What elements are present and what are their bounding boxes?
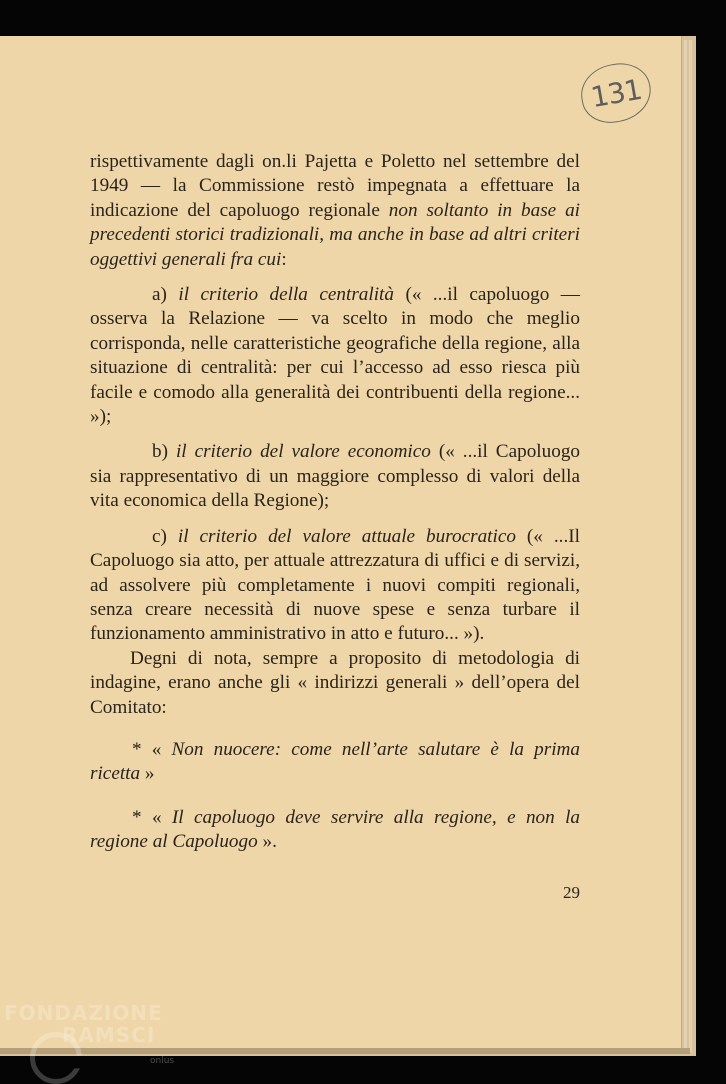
paragraph-3 <box>90 440 580 513</box>
watermark-line-2: RAMSCI <box>62 1023 156 1047</box>
watermark-suffix: onlus <box>150 1056 175 1066</box>
paragraph-4 <box>90 525 580 647</box>
page-edge <box>689 40 692 1052</box>
paragraph-2 <box>90 283 580 429</box>
paragraph-5 <box>90 647 580 720</box>
text-run: : <box>281 248 287 270</box>
text-run: * « <box>132 738 172 760</box>
text-run: rispettivamente dagli on.li Pajetta e Poletto nel settembre del 1949 — la Commissione restò impegnata a effettuare la indicazione del capoluogo regionale <box>90 151 580 221</box>
page-bottom-edge <box>0 1048 690 1054</box>
text-run: Non nuocere: come nell’arte salutare è la prima ricetta <box>90 738 580 785</box>
paragraph-7 <box>90 806 580 855</box>
watermark <box>4 1001 175 1066</box>
text-run: b) <box>152 441 176 463</box>
text-run: ». <box>257 831 277 853</box>
text-run: il criterio del valore attuale burocratico <box>177 525 516 547</box>
text-run: » <box>140 763 155 785</box>
text-run: (« ...Il Capoluogo sia atto, per attuale attrezzatura di uffici e di servizi, ad assolvere più completamente i nuovi compiti regionali, senza creare necessità di nuove spese e senza turbare il funzionamento amministrativo in atto e futuro... »). <box>90 525 580 645</box>
text-run: a) <box>152 284 179 306</box>
paragraph-1 <box>90 150 580 272</box>
text-run: il criterio del valore economico <box>175 441 431 463</box>
page-number: 29 <box>563 883 580 902</box>
page-edge <box>684 40 687 1052</box>
text-run: c) <box>152 525 178 547</box>
text-run: Il capoluogo deve servire alla regione, e non la regione al Capoluogo <box>90 806 581 853</box>
handwritten-page-mark: 131 <box>576 58 655 127</box>
text-run: * « <box>132 806 172 828</box>
text-run: il criterio della centralità <box>178 284 394 306</box>
paragraph-6 <box>90 738 580 787</box>
text-run: (« ...il capoluogo — osserva la Relazione — va scelto in modo che meglio corrisponda, nelle caratteristiche geografiche della regione, alla situazione di centralità: per cui l’accesso ad esso riesca più facile e comodo alla generalità dei contribuenti della regione... »); <box>90 284 580 428</box>
text-run: non soltanto in base ai precedenti storici tradizionali, ma anche in base ad altri criteri oggettivi generali fra cui <box>90 199 581 270</box>
watermark-line-1: FONDAZIONE <box>4 1001 163 1025</box>
text-run: Degni di nota, sempre a proposito di metodologia di indagine, erano anche gli « indirizzi generali » dell’opera del Comitato: <box>90 647 580 718</box>
page-body-text <box>90 150 580 855</box>
text-run: (« ...il Capoluogo sia rappresentativo di un maggiore complesso di valori della vita economica della Regione); <box>90 441 581 512</box>
